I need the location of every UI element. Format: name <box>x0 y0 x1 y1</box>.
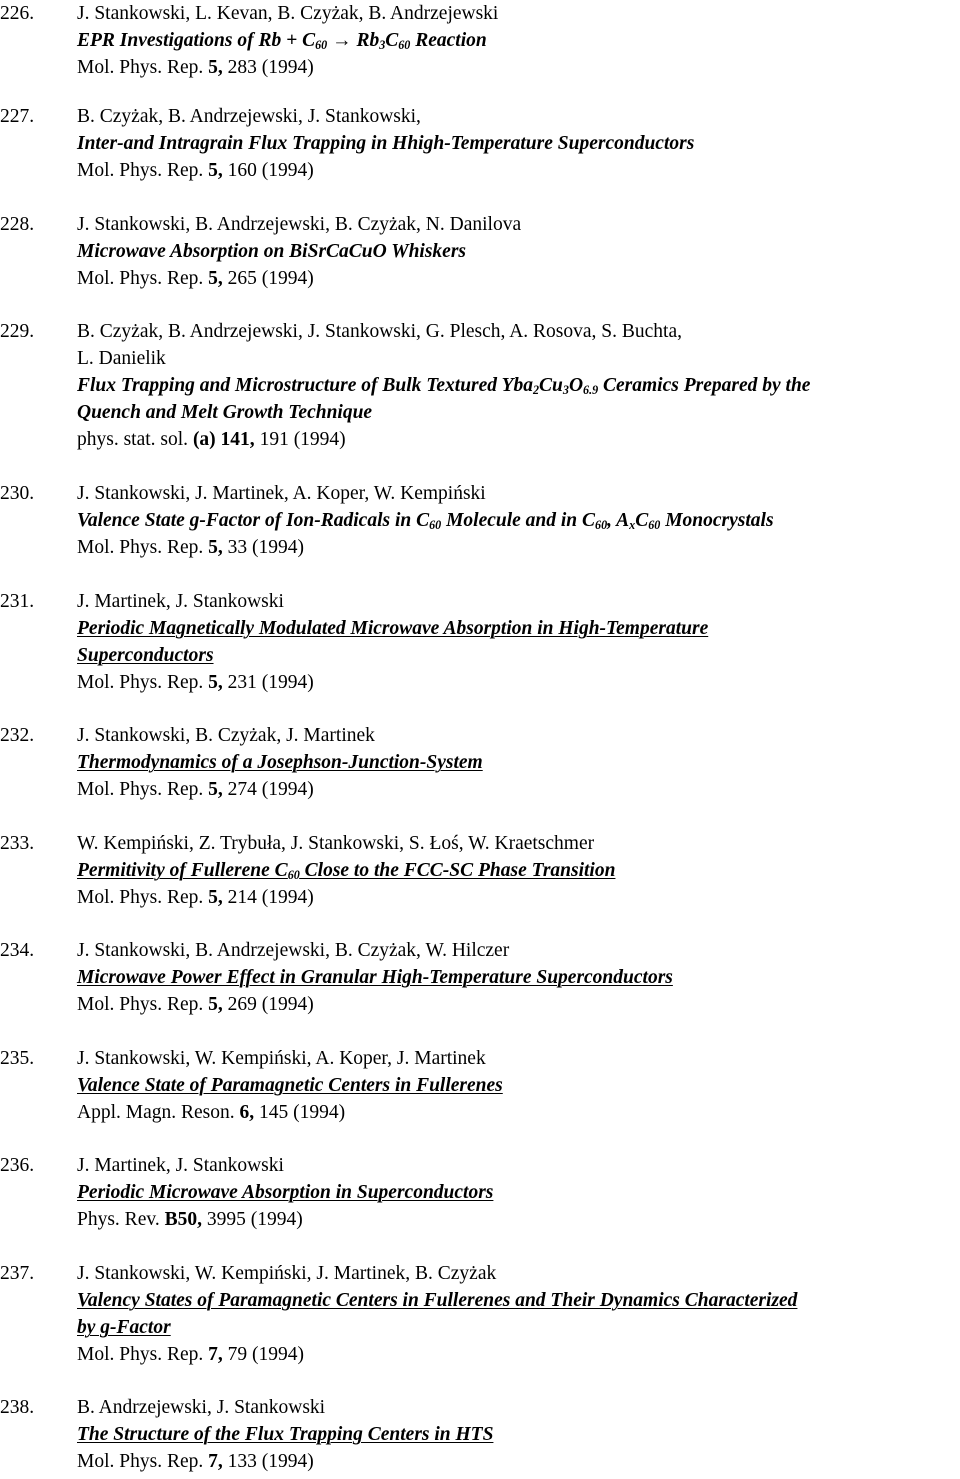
entry-title: The Structure of the Flux Trapping Centers in HTS <box>77 1424 494 1445</box>
entry-title-continued: Superconductors <box>77 645 214 666</box>
entry-authors: J. Stankowski, J. Martinek, A. Koper, W. Kempiński <box>77 483 486 504</box>
entry-citation: Mol. Phys. Rep. 5, 33 (1994) <box>77 537 304 558</box>
entry-title: Microwave Power Effect in Granular High-Temperature Superconductors <box>77 967 673 988</box>
entry-number: 226. <box>0 3 35 24</box>
entry-authors: J. Martinek, J. Stankowski <box>77 591 284 612</box>
entry-authors-continued: L. Danielik <box>77 348 166 369</box>
entry-authors: B. Czyżak, B. Andrzejewski, J. Stankowski, G. Plesch, A. Rosova, S. Buchta, <box>77 321 683 342</box>
entry-citation: Mol. Phys. Rep. 5, 265 (1994) <box>77 268 314 289</box>
entry-number: 235. <box>0 1048 35 1069</box>
entry-authors: J. Stankowski, B. Andrzejewski, B. Czyżak, N. Danilova <box>77 214 522 235</box>
entry-title: Periodic Magnetically Modulated Microwave Absorption in High-Temperature <box>77 618 709 639</box>
entry-title: Microwave Absorption on BiSrCaCuO Whiskers <box>77 241 467 262</box>
entry-citation: Mol. Phys. Rep. 5, 269 (1994) <box>77 994 314 1015</box>
entry-number: 234. <box>0 940 35 961</box>
entry-citation: Mol. Phys. Rep. 5, 283 (1994) <box>77 57 314 78</box>
entry-authors: W. Kempiński, Z. Trybuła, J. Stankowski, S. Łoś, W. Kraetschmer <box>77 833 595 854</box>
entry-title-continued: by g-Factor <box>77 1317 171 1338</box>
entry-number: 232. <box>0 725 35 746</box>
entry-title: Thermodynamics of a Josephson-Junction-System <box>77 752 483 773</box>
entry-title-continued: Quench and Melt Growth Technique <box>77 402 373 423</box>
entry-citation: Phys. Rev. B50, 3995 (1994) <box>77 1209 303 1230</box>
entry-number: 231. <box>0 591 35 612</box>
entry-title: Permitivity of Fullerene $C_{60}$ Close to the FCC-SC Phase Transition <box>77 860 616 883</box>
entry-number: 228. <box>0 214 35 235</box>
entry-title: Valence State g-Factor of Ion-Radicals in $C_{60}$ Molecule and in $C_{60}$, $A_xC_{60}$ Monocrystals <box>77 510 774 533</box>
entry-citation: phys. stat. sol. (a) 141, 191 (1994) <box>77 429 346 450</box>
entry-number: 238. <box>0 1397 35 1418</box>
entry-authors: J. Stankowski, L. Kevan, B. Czyżak, B. Andrzejewski <box>77 3 499 24</box>
entry-authors: J. Stankowski, W. Kempiński, A. Koper, J. Martinek <box>77 1048 486 1069</box>
entry-citation: Mol. Phys. Rep. 5, 231 (1994) <box>77 672 314 693</box>
entry-title: EPR Investigations of $Rb + C_{60} \to Rb_3C_{60}$ Reaction <box>77 30 487 53</box>
entry-authors: J. Martinek, J. Stankowski <box>77 1155 284 1176</box>
entry-number: 236. <box>0 1155 35 1176</box>
entry-number: 227. <box>0 106 35 127</box>
entry-citation: Mol. Phys. Rep. 5, 160 (1994) <box>77 160 314 181</box>
entry-number: 237. <box>0 1263 35 1284</box>
entry-citation: Mol. Phys. Rep. 5, 214 (1994) <box>77 887 314 908</box>
entry-authors: J. Stankowski, B. Czyżak, J. Martinek <box>77 725 375 746</box>
entry-title: Inter-and Intragrain Flux Trapping in Hhigh-Temperature Superconductors <box>77 133 695 154</box>
entry-citation: Appl. Magn. Reson. 6, 145 (1994) <box>77 1102 346 1123</box>
entry-authors: B. Czyżak, B. Andrzejewski, J. Stankowski, <box>77 106 421 127</box>
entry-citation: Mol. Phys. Rep. 7, 79 (1994) <box>77 1344 304 1365</box>
entry-title: Valence State of Paramagnetic Centers in Fullerenes <box>77 1075 503 1096</box>
entry-title: Valency States of Paramagnetic Centers in Fullerenes and Their Dynamics Characterized <box>77 1290 798 1311</box>
entry-title: Periodic Microwave Absorption in Superconductors <box>77 1182 494 1203</box>
entry-title: Flux Trapping and Microstructure of Bulk Textured $Yba_2Cu_3O_{6.9}$ Ceramics Prepared by the <box>77 375 811 398</box>
entry-authors: J. Stankowski, W. Kempiński, J. Martinek, B. Czyżak <box>77 1263 497 1284</box>
entry-authors: J. Stankowski, B. Andrzejewski, B. Czyżak, W. Hilczer <box>77 940 510 961</box>
entry-number: 230. <box>0 483 35 504</box>
entry-citation: Mol. Phys. Rep. 5, 274 (1994) <box>77 779 314 800</box>
entry-authors: B. Andrzejewski, J. Stankowski <box>77 1397 326 1418</box>
entry-number: 233. <box>0 833 35 854</box>
entry-number: 229. <box>0 321 35 342</box>
entry-citation: Mol. Phys. Rep. 7, 133 (1994) <box>77 1451 314 1472</box>
